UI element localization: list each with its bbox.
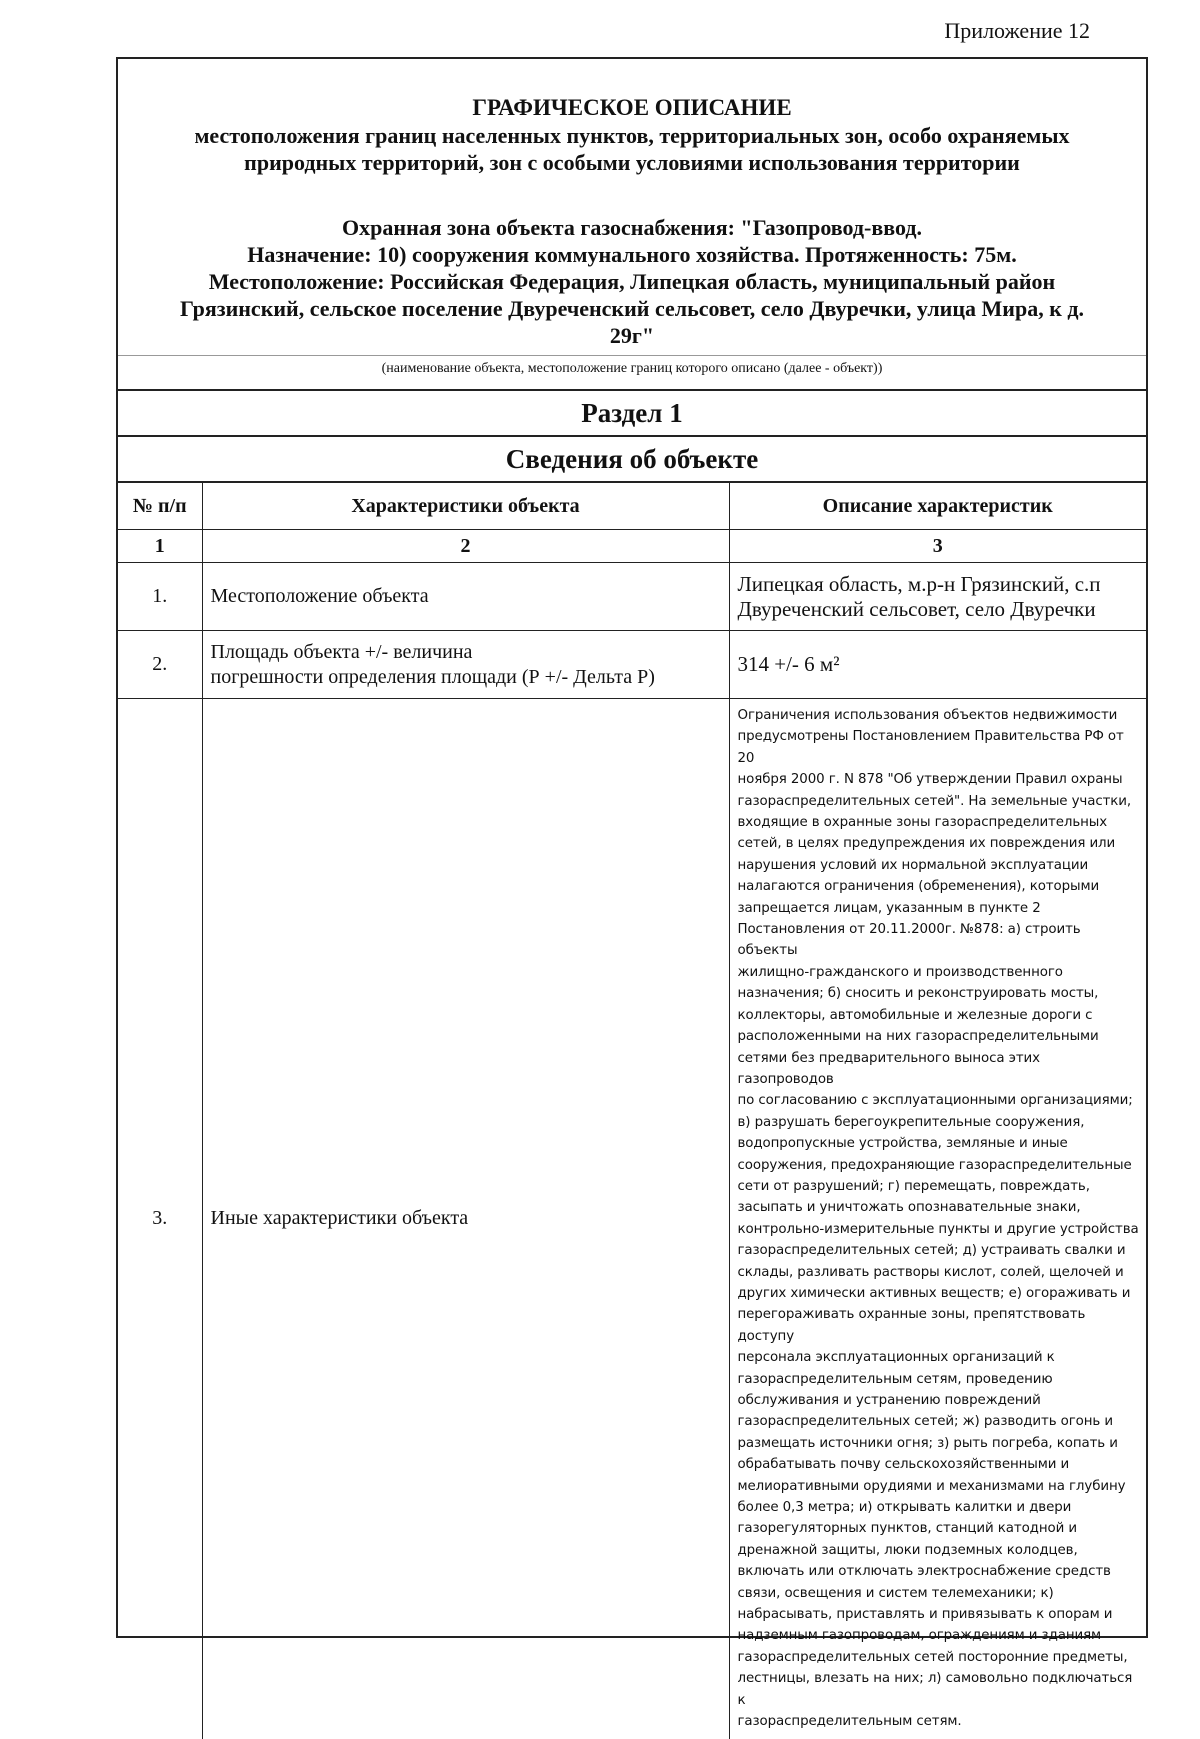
restrictions-line: входящие в охранные зоны газораспределительных	[737, 815, 1108, 831]
restrictions-line: Ограничения использования объектов недвижимости	[737, 708, 1118, 723]
restrictions-line: в) разрушать берегоукрепительные сооружения,	[737, 1114, 1085, 1130]
restrictions-line: газораспределительным сетям.	[737, 1714, 962, 1730]
restrictions-line: газораспределительных сетей; д) устраивать свалки и	[737, 1243, 1126, 1259]
row-number: 2.	[118, 631, 202, 699]
section-subtitle: Сведения об объекте	[118, 435, 1146, 481]
column-number-1: 1	[118, 530, 202, 563]
subtitle-line-2: природных территорий, зон с особыми условиями использования территории	[244, 150, 1020, 175]
row-value: 314 +/- 6 м²	[729, 631, 1146, 699]
restrictions-line: газорегуляторных пунктов, станций катодной и	[737, 1521, 1077, 1537]
object-line-5: 29г"	[609, 323, 655, 348]
object-line-2: Назначение: 10) сооружения коммунального хозяйства. Протяженность: 75м.	[247, 242, 1017, 267]
value-line-1: Липецкая область, м.р-н Грязинский, с.п	[737, 571, 1101, 596]
table-row	[118, 563, 1146, 631]
object-line-1: Охранная зона объекта газоснабжения: "Газопровод-ввод.	[342, 215, 922, 240]
restrictions-line: обслуживания и устранению повреждений	[737, 1393, 1041, 1408]
restrictions-line: набрасывать, приставлять и привязывать к опорам и	[737, 1607, 1113, 1623]
restrictions-line: сооружения, предохраняющие газораспределительные	[737, 1157, 1132, 1173]
restrictions-line: назначения; б) сносить и реконструировать мосты,	[737, 986, 1099, 1002]
table-header-row	[118, 482, 1146, 530]
document-frame	[116, 57, 1148, 1730]
object-info-table	[118, 481, 1146, 1739]
document-title: ГРАФИЧЕСКОЕ ОПИСАНИЕ	[472, 95, 792, 120]
column-number-2: 2	[202, 530, 729, 563]
table-row	[118, 699, 1146, 1739]
table-row	[118, 631, 1146, 699]
restrictions-line: газораспределительным сетям, проведению	[737, 1371, 1053, 1387]
restrictions-line: газораспределительных сетей". На земельные участки,	[737, 793, 1132, 809]
restrictions-line: жилищно-гражданского и производственного	[737, 964, 1063, 980]
label-line-1: Площадь объекта +/- величина	[210, 640, 473, 663]
column-number-row	[118, 530, 1146, 563]
restrictions-line: надземным газопроводам, ограждениям и зданиям	[737, 1628, 1102, 1644]
section-title: Раздел 1	[118, 389, 1146, 435]
header-number: № п/п	[118, 482, 202, 530]
appendix-number: Приложение 12	[944, 18, 1090, 43]
column-number-3: 3	[729, 530, 1146, 563]
object-line-4: Грязинский, сельское поселение Двуреченский сельсовет, село Двуречки, улица Мира, к д.	[179, 296, 1084, 321]
row-number: 1.	[118, 563, 202, 631]
restrictions-line: газораспределительных сетей; ж) разводить огонь и	[737, 1414, 1113, 1430]
restrictions-line: Постановления от 20.11.2000г. №878: а) строить объекты	[737, 922, 1081, 959]
restrictions-line: засыпать и уничтожать опознавательные знаки,	[737, 1200, 1081, 1216]
restrictions-line: налагаются ограничения (обременения), которыми	[737, 879, 1100, 895]
restrictions-line: сетей, в целях предупреждения их повреждения или	[737, 836, 1116, 852]
restrictions-line: контрольно-измерительные пункты и другие устройства	[737, 1221, 1139, 1237]
object-caption: (наименование объекта, местоположение границ которого описано (далее - объект))	[381, 361, 883, 376]
restrictions-line: водопропускные устройства, земляные и иные	[737, 1136, 1068, 1152]
restrictions-line: ноября 2000 г. N 878 "Об утверждении Правил охраны	[737, 772, 1123, 788]
restrictions-line: более 0,3 метра; и) открывать калитки и двери	[737, 1500, 1072, 1516]
row-number: 3.	[118, 699, 202, 1739]
restrictions-line: расположенными на них газораспределительными	[737, 1029, 1099, 1045]
document-subtitle	[118, 122, 1146, 176]
row-label: Местоположение объекта	[202, 563, 729, 631]
restrictions-line: по согласованию с эксплуатационными организациями;	[737, 1093, 1133, 1109]
value-line-2: Двуреченский сельсовет, село Двуречки	[737, 596, 1096, 621]
restrictions-line: запрещается лицам, указанным в пункте 2	[737, 900, 1041, 916]
restrictions-line: коллекторы, автомобильные и железные дороги с	[737, 1007, 1093, 1023]
object-line-3: Местоположение: Российская Федерация, Липецкая область, муниципальный район	[208, 269, 1056, 294]
object-description	[128, 214, 1136, 349]
document-header	[118, 59, 1146, 355]
row-label: Иные характеристики объекта	[202, 699, 729, 1739]
restrictions-line: дренажной защиты, люки подземных колодцев,	[737, 1542, 1078, 1558]
restrictions-line: мелиоративными орудиями и механизмами на глубину	[737, 1478, 1126, 1494]
restrictions-line: связи, освещения и систем телемеханики; к)	[737, 1585, 1054, 1601]
row-value	[729, 563, 1146, 631]
caption-divider	[118, 355, 1146, 356]
header-description: Описание характеристик	[729, 482, 1146, 530]
restrictions-line: других химически активных веществ; е) огораживать и	[737, 1285, 1131, 1301]
label-line-2: погрешности определения площади (Р +/- Дельта Р)	[210, 665, 655, 688]
restrictions-line: сети от разрушений; г) перемещать, повреждать,	[737, 1178, 1090, 1194]
restrictions-line: размещать источники огня; з) рыть погреба, копать и	[737, 1435, 1118, 1451]
restrictions-line: персонала эксплуатационных организаций к	[737, 1350, 1055, 1366]
restrictions-line: предусмотрены Постановлением Правительства РФ от 20	[737, 729, 1124, 766]
row-label	[202, 631, 729, 699]
restrictions-text	[729, 699, 1146, 1739]
subtitle-line-1: местоположения границ населенных пунктов, территориальных зон, особо охраняемых	[194, 123, 1070, 148]
restrictions-line: газораспределительных сетей посторонние предметы,	[737, 1649, 1128, 1665]
restrictions-line: лестницы, влезать на них; л) самовольно подключаться к	[737, 1671, 1133, 1708]
restrictions-line: нарушения условий их нормальной эксплуатации	[737, 857, 1089, 873]
restrictions-line: сетями без предварительного выноса этих газопроводов	[737, 1050, 1040, 1087]
restrictions-line: перегораживать охранные зоны, препятствовать доступу	[737, 1307, 1086, 1344]
restrictions-line: включать или отключать электроснабжение средств	[737, 1564, 1111, 1580]
restrictions-line: обрабатывать почву сельскохозяйственными и	[737, 1457, 1070, 1473]
restrictions-line: склады, разливать растворы кислот, солей, щелочей и	[737, 1264, 1124, 1280]
header-characteristics: Характеристики объекта	[202, 482, 729, 530]
